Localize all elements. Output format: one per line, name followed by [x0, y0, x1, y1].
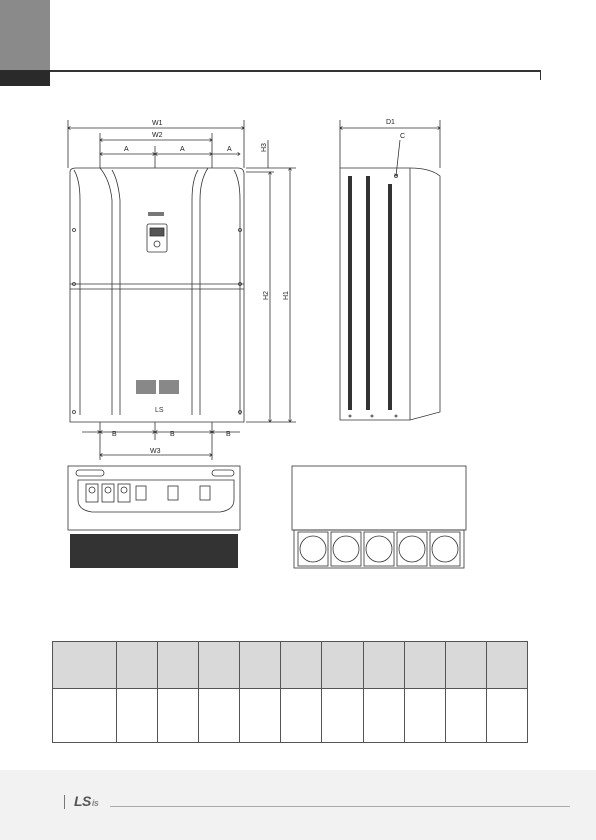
table-cell [158, 689, 199, 743]
header-cell [240, 642, 281, 689]
header-cell [199, 642, 240, 689]
ls-is-logo [74, 793, 98, 809]
front-view [68, 120, 296, 460]
table-cell [486, 689, 527, 743]
label-a-1: A [124, 146, 129, 153]
header-cell [117, 642, 158, 689]
label-w1: W1 [152, 120, 163, 127]
footer-divider [64, 795, 65, 809]
table-cell [240, 689, 281, 743]
header-cell [322, 642, 363, 689]
label-a-2: A [180, 146, 185, 153]
header-cell [281, 642, 322, 689]
label-w3: W3 [150, 448, 161, 455]
table-cell [322, 689, 363, 743]
label-b-2: B [170, 431, 175, 438]
label-c: C [400, 133, 406, 140]
spec-table [52, 641, 528, 743]
header-cell [486, 642, 527, 689]
table-cell [363, 689, 404, 743]
label-h1: H1 [283, 291, 290, 300]
table-cell [281, 689, 322, 743]
header-cell [158, 642, 199, 689]
table-cell [199, 689, 240, 743]
top-view [292, 466, 466, 568]
label-h3: H3 [261, 143, 268, 152]
bottom-view [68, 466, 240, 568]
logo-ls-text: LS [74, 793, 91, 809]
label-b-1: B [112, 431, 117, 438]
table-cell [404, 689, 445, 743]
label-b-3: B [226, 431, 231, 438]
header-cell [404, 642, 445, 689]
header-cell [445, 642, 486, 689]
header-cell [363, 642, 404, 689]
table-cell [117, 689, 158, 743]
table-row [53, 689, 528, 743]
side-view-vents [348, 176, 392, 410]
label-a-3: A [227, 146, 232, 153]
header-cell [53, 642, 117, 689]
svg-text:LS: LS [155, 407, 164, 414]
label-h2: H2 [263, 291, 270, 300]
spec-table-header [53, 642, 528, 689]
label-d1: D1 [386, 119, 395, 126]
label-w2: W2 [152, 132, 163, 139]
table-cell [53, 689, 117, 743]
table-cell [445, 689, 486, 743]
logo-is-text: is [91, 798, 99, 808]
footer-rule [110, 806, 570, 807]
